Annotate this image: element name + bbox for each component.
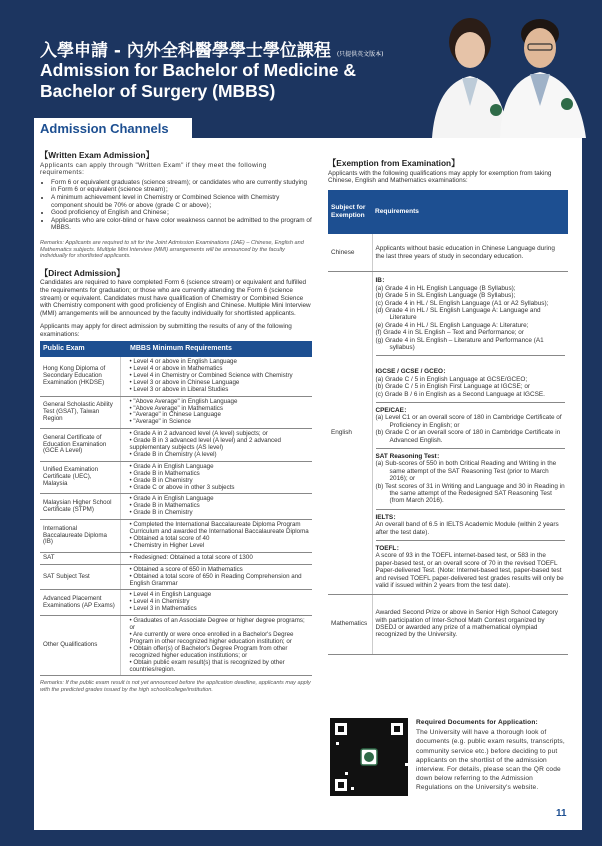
list-item: • Good proficiency of English and Chinese； <box>51 209 312 217</box>
requirement-line: (b) Grade 5 in SL English Language (B Syllabus); <box>375 292 516 300</box>
exam-cell: General Scholastic Ability Test (GSAT), Taiwan Region <box>40 396 120 429</box>
required-documents <box>416 718 568 793</box>
title-english: Admission for Bachelor of Medicine & Bachelor of Surgery (MBBS) <box>40 60 357 101</box>
sat-block <box>376 449 566 510</box>
requirement-cell <box>372 272 568 594</box>
subject-cell: Mathematics <box>328 594 372 654</box>
cpe-title: CPE/CAE： <box>375 406 411 414</box>
written-exam-list <box>40 179 312 232</box>
requirements-list <box>124 522 310 550</box>
list-item: • Form 6 or equivalent graduates (science stream); or candidates who are currently studying in Form 6 or equivalent (science stream)； <box>51 179 312 194</box>
qr-code-icon <box>330 718 408 796</box>
igcse-block <box>376 356 566 403</box>
table-row <box>40 616 312 676</box>
direct-admission-table <box>40 341 312 676</box>
requirement-line: A score of 93 in the TOEFL internet-based test, or 583 in the paper-based test, or an overall score of 70 in the revised TOEFL Paper-delivered Test. (Note: Internet-based test, paper-based test and revised TOEFL paper-delivered test grades results will only be valid if issued within 2 years from the test date). <box>375 552 564 590</box>
subject-cell: English <box>328 272 372 594</box>
list-item: • Level 4 in Chemistry or Combined Science with Chemistry <box>130 373 310 380</box>
exam-cell: General Certificate of Education Examination (GCE A Level) <box>40 429 120 462</box>
exemption-intro: Applicants with the following qualifications may apply for exemption from taking Chinese, English and Mathematics examinations: <box>328 169 552 185</box>
list-item: • Grade B in Chemistry (A level) <box>130 452 310 459</box>
requirements-cell <box>120 494 312 520</box>
table-row <box>40 357 312 396</box>
list-item: • Level 3 in Mathematics <box>130 606 310 613</box>
requirement-line: (b) Test scores of 31 in Writing and Language and 30 in Reading in the same attempt of the Redesigned SAT Reasoning Test (from March 2016). <box>375 482 565 505</box>
requirement-line: (a) Sub-scores of 550 in both Critical Reading and Writing in the same attempt of the SAT Reasoning Test (prior to March 2016); or <box>375 460 557 483</box>
column-header-requirements: MBBS Minimum Requirements <box>120 341 312 357</box>
requirements-list <box>124 567 310 588</box>
direct-admission-heading: 【Direct Admission】 <box>40 267 125 278</box>
list-item: • Completed the International Baccalaureate Diploma Program Curriculum and awarded the International Baccalaureate Diploma <box>130 522 310 536</box>
table-row <box>40 520 312 553</box>
requirements-cell <box>120 357 312 396</box>
requirements-list <box>124 496 310 517</box>
left-column <box>40 152 312 694</box>
requirements-cell <box>120 564 312 590</box>
list-item: • Level 4 in English Language <box>130 592 310 599</box>
exam-cell: Unified Examination Certificate (UEC), Malaysia <box>40 461 120 494</box>
ib-title: IB： <box>375 277 389 285</box>
list-item: • Grade B in 3 advanced level (A level) and 2 advanced supplementary subjects (AS level) <box>130 438 310 452</box>
requirements-cell <box>120 552 312 564</box>
requirements-cell <box>120 396 312 429</box>
requirements-list <box>124 592 310 613</box>
requirement-line: (a) Grade C / 5 in English Language at GCSE/GCEO; <box>375 375 528 383</box>
list-item: • Applicants who are color-blind or have color weakness cannot be admitted to the program of MBBS. <box>51 217 312 232</box>
section-title: Admission Channels <box>34 118 192 140</box>
exemption-table <box>328 190 568 655</box>
requirements-cell <box>120 429 312 462</box>
requirements-list <box>124 431 310 459</box>
list-item: • "Average" in Science <box>130 419 310 426</box>
direct-admission-intro: Candidates are required to have completed Form 6 (science stream) or equivalent and fulfilled the requirements for graduation; or those who are currently attending the Form 6 (science stream) or equivalent. Candidates must have qualification of Chemistry or Combined Science with Chemistry component with good proficiency of English and Chinese. Multiple Mini Interview (MMI) arrangements will be announced by the faculty individually for shortlisted applicants. <box>40 279 311 317</box>
requirement-cell: Applicants without basic education in Chinese Language during the last three years of study in secondary education. <box>372 234 568 272</box>
requirement-line: (b) Grade C or an overall score of 180 in Cambridge Certificate in Advanced English. <box>375 429 561 444</box>
exam-cell: SAT <box>40 552 120 564</box>
requirements-list <box>124 464 310 492</box>
list-item: • Redesigned: Obtained a total score of 1300 <box>130 555 310 562</box>
requirement-line: (d) Grade 4 in HL / SL English Language A: Language and Literature <box>375 306 541 322</box>
list-item: • Obtain offer(s) of Bachelor's Degree Program from other recognized higher education institutions; or <box>130 646 310 660</box>
list-item: • Grade B in Chemistry <box>130 478 310 485</box>
doctors-photo <box>418 6 588 138</box>
list-item: • Grade B in Mathematics <box>130 503 310 510</box>
column-header-requirements: Requirements <box>372 190 568 234</box>
title-chinese: 入學申請 - 內外全科醫學學士學位課程 (只提供英文版本) <box>40 41 384 61</box>
requirement-line: (a) Level C1 or an overall score of 180 in Cambridge Certificate of Proficiency in English; or <box>375 414 562 429</box>
requirement-cell: Awarded Second Prize or above in Senior High School Category with participation of Inter-School Math Contest organized by DSEDJ or awarded any prize of a mathematical olympiad recognized by the University. <box>372 594 568 654</box>
list-item: • Chemistry in Higher Level <box>130 543 310 550</box>
requirement-line: (b) Grade C / 5 in English First Language at IGCSE; or <box>375 383 531 391</box>
requirement-line: (c) Grade B / 6 in English as a Second Language at IGCSE. <box>375 390 545 398</box>
list-item: • Graduates of an Associate Degree or higher degree programs; or <box>130 618 310 632</box>
list-item: • "Average" in Chinese Language <box>130 412 310 419</box>
requirement-line: (f) Grade 4 in SL English – Text and Performance; or <box>375 329 524 337</box>
table-row <box>40 429 312 462</box>
requirements-cell <box>120 616 312 676</box>
list-item: • Grade C or above in other 3 subjects <box>130 485 310 492</box>
subject-cell: Chinese <box>328 234 372 272</box>
toefl-block <box>376 541 566 593</box>
right-column <box>328 160 568 655</box>
page-number: 11 <box>556 808 567 819</box>
requirement-line: An overall band of 6.5 in IELTS Academic Module (within 2 years after the test date). <box>375 521 559 536</box>
requirements-list <box>124 618 310 673</box>
requirements-cell <box>120 461 312 494</box>
list-item: • "Above Average" in Mathematics <box>130 406 310 413</box>
requirement-line: (g) Grade 4 in SL English – Literature and Performance (A1 syllabus) <box>375 336 544 351</box>
exam-cell: Hong Kong Diploma of Secondary Education Examination (HKDSE) <box>40 357 120 396</box>
column-header-subject: Subject for Exemption <box>328 190 372 234</box>
table-row <box>328 272 568 594</box>
ielts-block <box>376 510 566 541</box>
list-item: • Obtained a score of 650 in Mathematics <box>130 567 310 574</box>
list-item: • Obtained a total score of 650 in Reading Comprehension and English Grammar <box>130 574 310 588</box>
igcse-title: IGCSE / GCSE / GCEO： <box>375 368 450 376</box>
table-row <box>40 590 312 616</box>
direct-admission-table-body <box>40 357 312 676</box>
list-item: • Grade A in English Language <box>130 496 310 503</box>
list-item: • "Above Average" in English Language <box>130 399 310 406</box>
list-item: • Level 3 or above in Chinese Language <box>130 380 310 387</box>
written-exam-intro: Applicants can apply through "Written Exam" if they meet the following requirements: <box>40 161 267 177</box>
table-row <box>40 494 312 520</box>
title-chinese-note: (只提供英文版本) <box>336 51 384 58</box>
table-row <box>40 564 312 590</box>
exam-cell: Malaysian Higher School Certificate (STPM) <box>40 494 120 520</box>
column-header-exam: Public Exam <box>40 341 120 357</box>
ib-block <box>376 272 566 356</box>
required-documents-text: The University will have a thorough look of documents (e.g. public exam results, transcripts, community service etc.) before deciding to put applicants on the shortlist of the admission interview. For details, please scan the QR code down below referring to the Admission Regulations on the University's website. <box>416 729 565 792</box>
requirement-line: (e) Grade 4 in HL / SL English Language A: Literature; <box>375 321 529 329</box>
list-item: • Grade A in 2 advanced level (A level) subjects; or <box>130 431 310 438</box>
written-exam-remark: Remarks: Applicants are required to sit for the Joint Admission Examinations (JAE) – Chinese, English and Mathematics subjects. Multiple Mini Interview (MMI) arrangements will be announced by the faculty individually for shortlisted applicants. <box>40 239 304 260</box>
exam-cell: International Baccalaureate Diploma (IB) <box>40 520 120 553</box>
table-row <box>328 234 568 272</box>
requirements-list <box>124 359 310 394</box>
toefl-title: TOEFL： <box>375 545 403 553</box>
list-item: • Obtain public exam result(s) that is recognized by other countries/region. <box>130 660 310 674</box>
list-item: • Are currently or were once enrolled in a Bachelor's Degree Program in other recognized higher education institution; or <box>130 632 310 646</box>
requirements-list <box>124 399 310 427</box>
requirements-cell <box>120 590 312 616</box>
list-item: • Level 4 or above in English Language <box>130 359 310 366</box>
required-documents-heading: Required Documents for Application: <box>416 719 538 726</box>
list-item: • A minimum achievement level in Chemistry or Combined Science with Chemistry component should be 70% or above (grade C or above)； <box>51 194 312 209</box>
list-item: • Grade A in English Language <box>130 464 310 471</box>
requirement-line: (c) Grade 4 in HL / SL English Language (A1 or A2 Syllabus); <box>375 299 549 307</box>
list-item: • Obtained a total score of 40 <box>130 536 310 543</box>
table-row <box>40 396 312 429</box>
table-row <box>40 552 312 564</box>
sat-title: SAT Reasoning Test： <box>375 453 444 460</box>
list-item: • Grade B in Mathematics <box>130 471 310 478</box>
direct-admission-remark: Remarks: If the public exam result is not yet announced before the application deadline, applicants may apply with the predicted grades issued by the high school/college/institution. <box>40 680 311 693</box>
exemption-heading: 【Exemption from Examination】 <box>328 158 460 168</box>
ielts-title: IELTS： <box>375 513 400 521</box>
exam-cell: Advanced Placement Examinations (AP Exams) <box>40 590 120 616</box>
list-item: • Level 4 in Chemistry <box>130 599 310 606</box>
cpe-block <box>376 403 566 449</box>
exam-cell: SAT Subject Test <box>40 564 120 590</box>
direct-admission-intro2: Applicants may apply for direct admission by submitting the results of any of the following examinations: <box>40 323 292 338</box>
requirements-list <box>124 555 310 562</box>
table-row <box>40 461 312 494</box>
requirement-line: (a) Grade 4 in HL English Language (B Syllabus); <box>375 284 516 292</box>
exam-cell: Other Qualifications <box>40 616 120 676</box>
list-item: • Level 3 or above in Liberal Studies <box>130 387 310 394</box>
list-item: • Level 4 or above in Mathematics <box>130 366 310 373</box>
list-item: • Grade B in Chemistry <box>130 510 310 517</box>
requirements-cell <box>120 520 312 553</box>
table-row <box>328 594 568 654</box>
written-exam-heading: 【Written Exam Admission】 <box>40 150 154 160</box>
